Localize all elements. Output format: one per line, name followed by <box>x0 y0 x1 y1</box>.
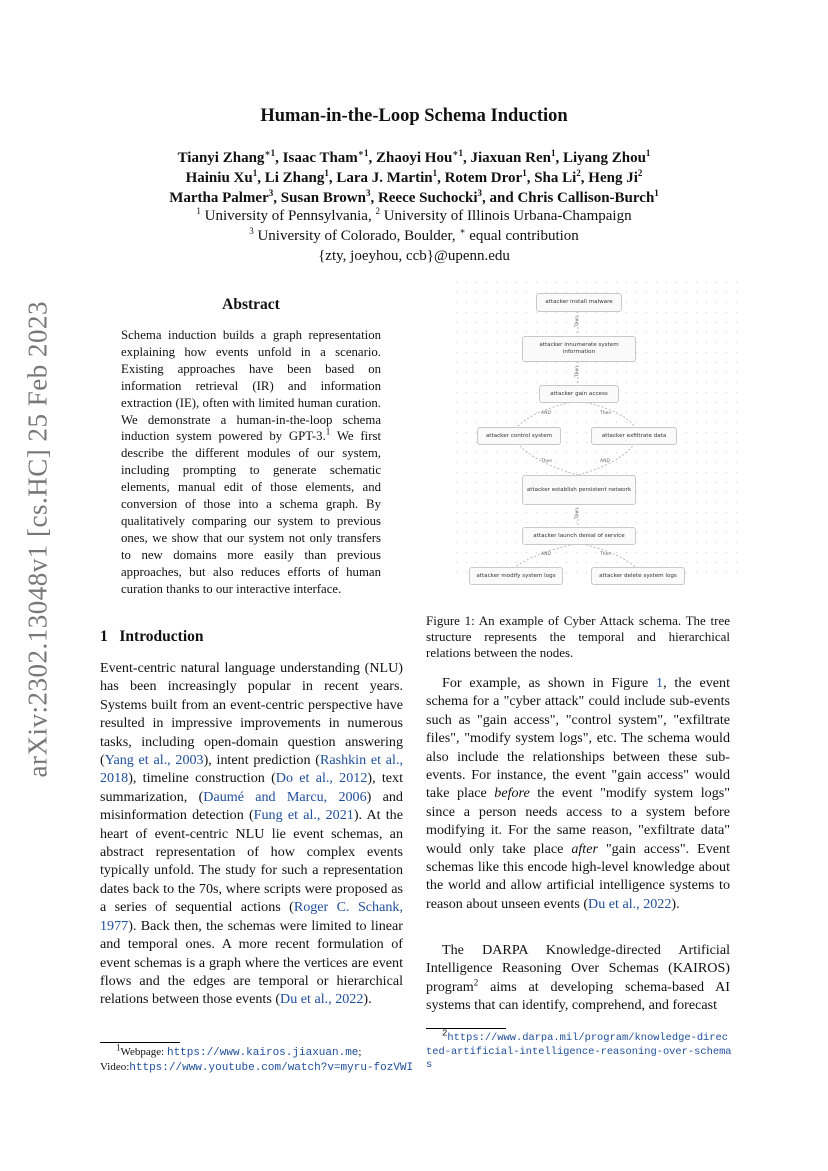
footnote-2: $^2$https://www.darpa.mil/program/knowledge-directed-artificial-intelligence-reasoning-over-schemas <box>426 1028 732 1071</box>
webpage-link[interactable]: https://www.kairos.jiaxuan.me <box>166 1047 359 1059</box>
citation-do[interactable]: Do et al., 2012 <box>275 770 368 787</box>
citation-rashkin[interactable]: Rashkin et al., 2018 <box>100 752 403 787</box>
contact-emails: {zty, joeyhou, ccb}@upenn.edu <box>318 248 510 264</box>
edge-label-then: Then <box>600 552 612 557</box>
affiliation-line-2: $^3$ University of Colorado, Boulder, ∗ equal contribution <box>249 226 579 244</box>
arxiv-identifier: arXiv:2302.13048v1 [cs.HC] 25 Feb 2023 <box>22 301 53 778</box>
authors-line-1: Tianyi Zhang$^{∗1}$, Isaac Tham$^{∗1}$, Zhaoyi Hou$^{∗1}$, Jiaxuan Ren$^1$, Liyang Zhou$^1$ <box>177 148 651 166</box>
edge-label-then: Then <box>575 365 581 378</box>
footnote-rule-left <box>100 1042 180 1043</box>
figure-1-schema-graph <box>455 281 745 601</box>
figure-1-ref[interactable]: 1 <box>656 675 664 691</box>
abstract-body: Schema induction builds a graph representation explaining how events unfold in a scenario. Existing approaches have been based on information retrieval (IR) and information extraction (IE), often with limited human curation. We demonstrate a human-in-the-loop schema induction system powered by GPT-3.$^1$ We first describe the different modules of our system, including prompting to generate schematic elements, manual edit of those elements, and conversion of those into a schema graph. By qualitatively comparing our system to previous ones, we show that our system not only transfers to new domains more easily than previous approaches, but also reduces efforts of human curation thanks to our interactive interface. <box>121 328 382 596</box>
node-gain-access[interactable]: attacker gain access <box>539 385 619 403</box>
citation-daume[interactable]: Daumé and Marcu, 2006 <box>203 788 367 805</box>
affiliation-line-1: $^1$ University of Pennsylvania, $^2$ University of Illinois Urbana-Champaign <box>196 206 632 224</box>
citation-du-right[interactable]: Du et al., 2022 <box>588 895 672 912</box>
edge-label-and: AND <box>600 459 610 464</box>
footnote-rule-right <box>426 1028 506 1029</box>
node-modify-system-logs[interactable]: attacker modify system logs <box>469 567 563 585</box>
footnote-1: $^1$Webpage: https://www.kairos.jiaxuan.me; Video:https://www.youtube.com/watch?v=myru-fozVWI <box>100 1042 414 1074</box>
edge-label-after: Then <box>541 459 553 464</box>
section-heading-introduction <box>100 628 204 646</box>
kairos-paragraph: The DARPA Knowledge-directed Artificial Intelligence Reasoning Over Schemas (KAIROS) program$^2$ aims at developing schema-based AI systems that can identify, comprehend, and forecast <box>426 942 730 1014</box>
node-install-malware[interactable]: attacker install malware <box>536 293 622 312</box>
paper-title: Human-in-the-Loop Schema Induction <box>260 106 568 126</box>
video-link[interactable]: https://www.youtube.com/watch?v=myru-fozVWI <box>129 1061 414 1074</box>
edge-label-then: Then <box>600 411 612 416</box>
citation-du[interactable]: Du et al., 2022 <box>280 991 364 1008</box>
citation-yang[interactable]: Yang et al., 2003 <box>104 752 204 769</box>
node-delete-system-logs[interactable]: attacker delete system logs <box>591 567 685 585</box>
authors-line-3: Martha Palmer$^3$, Susan Brown$^3$, Reece Suchocki$^3$, and Chris Callison-Burch$^1$ <box>169 188 659 206</box>
section-number: 1 <box>100 628 108 645</box>
example-paragraph: For example, as shown in Figure 1, the event schema for a "cyber attack" could include sub-events such as "gain access", "control system", "exfiltrate files", "modify system logs", etc. The schema would also include the relationships between these sub-events. For instance, the event "gain access" would take place before the event "modify system logs" since a person needs access to a system before modifying it. For the same reason, "exfiltrate data" would only take place after "gain access". Event schemas like this encode high-level knowledge about the world and allow artificial intelligence systems to reason about unseen events (Du et al., 2022). <box>426 675 731 912</box>
edge-label-then: Then <box>575 507 581 520</box>
node-exfiltrate-data[interactable]: attacker exfiltrate data <box>591 427 677 445</box>
abstract-heading: Abstract <box>222 296 280 313</box>
node-enumerate-system-info[interactable]: attacker innumerate system information <box>522 336 636 362</box>
authors-line-2: Hainiu Xu$^1$, Li Zhang$^1$, Lara J. Martin$^1$, Rotem Dror$^1$, Sha Li$^2$, Heng Ji$^2$ <box>185 168 643 186</box>
edge-label-and: AND <box>541 552 551 557</box>
figure-1-caption: Figure 1: An example of Cyber Attack schema. The tree structure represents the temporal and hierarchical relations between the nodes. <box>426 613 730 661</box>
intro-paragraph: Event-centric natural language understanding (NLU) has been increasingly popular in recent years. Systems built from an event-centric perspective have resulted in impressive improvements in numerous tasks, including open-domain question answering (Yang et al., 2003), intent prediction (Rashkin et al., 2018), timeline construction (Do et al., 2012), text summarization, (Daumé and Marcu, 2006) and misinformation detection (Fung et al., 2021). At the heart of event-centric NLU lie event schemas, an abstract representation of how complex events typically unfold. The study for such a representation dates back to the 70s, where scripts were proposed as a series of sequential actions (Roger C. Schank, 1977). Back then, the schemas were limited to linear and temporal ones. A more recent formulation of event schemas is a graph where the vertices are event flows and the edges are temporal or hierarchical relations between those events (Du et al., 2022). <box>100 660 403 1008</box>
node-denial-of-service[interactable]: attacker launch denial of service <box>522 527 636 545</box>
edge-label-then: Then <box>575 315 581 328</box>
node-control-system[interactable]: attacker control system <box>477 427 561 445</box>
edge-label-and: AND <box>541 411 551 416</box>
citation-fung[interactable]: Fung et al., 2021 <box>253 807 354 824</box>
node-persistent-network[interactable]: attacker establish persistent network <box>522 475 636 505</box>
section-title: Introduction <box>119 628 204 645</box>
citation-schank[interactable]: Roger C. Schank, 1977 <box>100 899 403 934</box>
darpa-link[interactable]: https://www.darpa.mil/program/knowledge-directed-artificial-intelligence-reasoning-over-schemas <box>426 1032 732 1071</box>
